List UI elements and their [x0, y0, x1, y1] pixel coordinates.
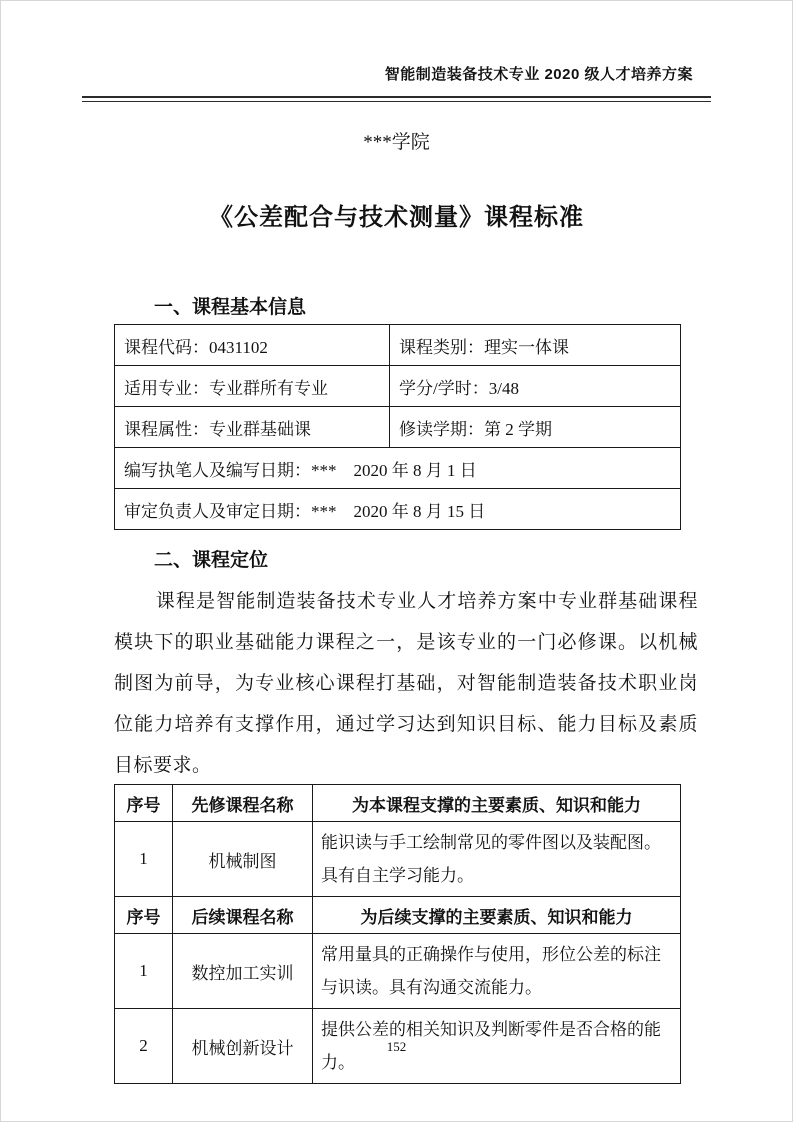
section-heading-positioning: 二、课程定位 — [154, 550, 269, 571]
prior-courses-header-row — [115, 785, 681, 822]
col-header-seq: 序号 — [115, 897, 173, 934]
table-row — [115, 934, 681, 1009]
header-divider — [82, 96, 711, 102]
subsequent-courses-header-row — [115, 897, 681, 934]
support-desc-cell: 提供公差的相关知识及判断零件是否合格的能力。 — [313, 1009, 681, 1084]
course-name-cell: 机械创新设计 — [173, 1009, 313, 1084]
seq-cell: 1 — [115, 822, 173, 897]
col-header-prior-support: 为本课程支撑的主要素质、知识和能力 — [313, 785, 681, 822]
author-date-cell: 编写执笔人及编写日期：*** 2020 年 8 月 1 日 — [115, 448, 681, 489]
reviewer-date-cell: 审定负责人及审定日期：*** 2020 年 8 月 15 日 — [115, 489, 681, 530]
course-code-cell: 课程代码：0431102 — [115, 325, 390, 366]
course-name-cell: 数控加工实训 — [173, 934, 313, 1009]
support-desc-cell: 常用量具的正确操作与使用，形位公差的标注与识读。具有沟通交流能力。 — [313, 934, 681, 1009]
col-header-prior-course-name: 先修课程名称 — [173, 785, 313, 822]
course-attribute-cell: 课程属性：专业群基础课 — [115, 407, 390, 448]
col-header-subsequent-support: 为后续支撑的主要素质、知识和能力 — [313, 897, 681, 934]
table-row — [115, 407, 681, 448]
col-header-seq: 序号 — [115, 785, 173, 822]
table-row — [115, 325, 681, 366]
seq-cell: 2 — [115, 1009, 173, 1084]
applicable-major-cell: 适用专业：专业群所有专业 — [115, 366, 390, 407]
semester-cell: 修读学期：第 2 学期 — [390, 407, 681, 448]
support-desc-cell: 能识读与手工绘制常见的零件图以及装配图。具有自主学习能力。 — [313, 822, 681, 897]
table-row — [115, 489, 681, 530]
table-row — [115, 448, 681, 489]
course-category-cell: 课程类别：理实一体课 — [390, 325, 681, 366]
credits-hours-cell: 学分/学时：3/48 — [390, 366, 681, 407]
seq-cell: 1 — [115, 934, 173, 1009]
course-name-cell: 机械制图 — [173, 822, 313, 897]
page-number: 152 — [386, 1039, 407, 1054]
table-row — [115, 366, 681, 407]
course-positioning-paragraph: 课程是智能制造装备技术专业人才培养方案中专业群基础课程模块下的职业基础能力课程之一，是该专业的一门必修课。以机械制图为前导，为专业核心课程打基础，对智能制造装备技术职业岗位能力培养有支撑作用，通过学习达到知识目标、能力目标及素质目标要求。 — [114, 591, 698, 776]
col-header-subsequent-course-name: 后续课程名称 — [173, 897, 313, 934]
section-heading-basic-info: 一、课程基本信息 — [154, 297, 307, 318]
basic-info-table — [114, 324, 681, 530]
course-standard-title: 《公差配合与技术测量》课程标准 — [209, 204, 584, 231]
school-title: ***学院 — [363, 132, 430, 153]
running-header: 智能制造装备技术专业 2020 级人才培养方案 — [384, 66, 693, 83]
table-row — [115, 822, 681, 897]
